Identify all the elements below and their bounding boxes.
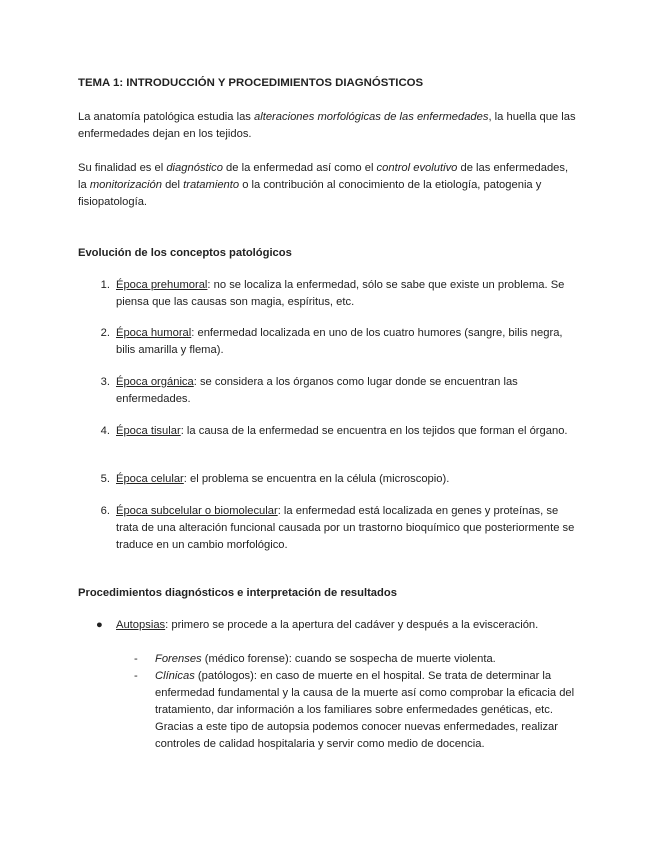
section-heading-procedimientos: Procedimientos diagnósticos e interpretación de resultados xyxy=(78,587,397,599)
sub-list-item-clinicas: - Clínicas (patólogos): en caso de muerte en el hospital. Se trata de determinar la enfermedad fundamental y la causa de la muerte así como comprobar la eficacia del tratamiento, dar información a los familiares sobre enfermedades genéticas, etc. Gracias a este tipo de autopsia podemos conocer nuevas enfermedades, realizar controles de calidad hospitalaria y servir como medio de docencia. xyxy=(134,670,575,750)
intro-paragraph-1: La anatomía patológica estudia las alteraciones morfológicas de las enfermedades, la huella que las enfermedades dejan en los tejidos. xyxy=(78,111,576,140)
list-item: 6. Época subcelular o biomolecular: la enfermedad está localizada en genes y proteínas, se trata de una alteración funcional causada por un trastorno bioquímico que posteriormente se traduce en un cambio morfológico. xyxy=(100,505,575,551)
intro-paragraph-2: Su finalidad es el diagnóstico de la enfermedad así como el control evolutivo de las enfermedades, la monitorización del tratamiento o la contribución al conocimiento de la etiología, patogenia y fisiopatología. xyxy=(78,162,569,208)
list-item: 1. Época prehumoral: no se localiza la enfermedad, sólo se sabe que existe un problema. Se piensa que las causas son magia, espíritus, etc. xyxy=(100,279,565,308)
document-title: TEMA 1: INTRODUCCIÓN Y PROCEDIMIENTOS DIAGNÓSTICOS xyxy=(78,77,424,89)
list-item: 4. Época tisular: la causa de la enfermedad se encuentra en los tejidos que forman el órgano. xyxy=(100,425,568,437)
bullet-item-autopsias: ● Autopsias: primero se procede a la apertura del cadáver y después a la evisceración. xyxy=(96,617,586,634)
sub-list-item-forenses: - Forenses (médico forense): cuando se sospecha de muerte violenta. xyxy=(134,653,496,665)
list-item: 2. Época humoral: enfermedad localizada en uno de los cuatro humores (sangre, bilis negra, bilis amarilla y flema). xyxy=(100,327,563,356)
clinicas-extra-paragraph: Gracias a este tipo de autopsia podemos conocer nuevas enfermedades, realizar controles de calidad hospitalaria y servir como medio de docencia. xyxy=(155,721,558,750)
list-item: 5. Época celular: el problema se encuentra en la célula (microscopio). xyxy=(100,473,450,485)
list-item: 3. Época orgánica: se considera a los órganos como lugar donde se encuentran las enfermedades. xyxy=(100,376,518,405)
bullet-icon: ● xyxy=(96,619,103,631)
section-heading-evolucion: Evolución de los conceptos patológicos xyxy=(78,247,292,259)
